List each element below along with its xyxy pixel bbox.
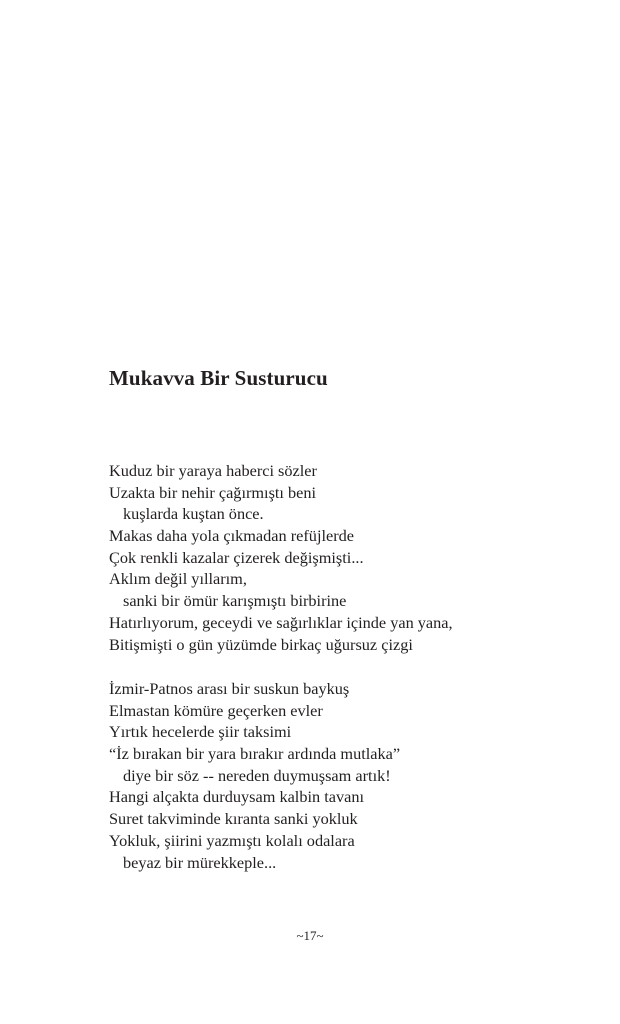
- poem-line: Çok renkli kazalar çizerek değişmişti...: [109, 547, 364, 567]
- poem-line: Aklım değil yıllarım,: [109, 569, 247, 589]
- stanza-1: [109, 460, 453, 655]
- poem-line: “İz bırakan bir yara bırakır ardında mutlaka”: [109, 744, 401, 764]
- page-number: ~17~: [296, 928, 324, 943]
- stanza-2: [109, 678, 400, 873]
- poem-line: Bitişmişti o gün yüzümde birkaç uğursuz çizgi: [109, 634, 413, 654]
- poem-line: Makas daha yola çıkmadan refüjlerde: [109, 526, 355, 546]
- poem-line: Yırtık hecelerde şiir taksimi: [109, 722, 292, 742]
- poem-line-indented: diye bir söz -- nereden duymuşsam artık!: [123, 765, 391, 785]
- poem-title: Mukavva Bir Susturucu: [109, 366, 328, 390]
- poem-line: Kuduz bir yaraya haberci sözler: [109, 461, 317, 480]
- poem-line: Suret takviminde kıranta sanki yokluk: [109, 809, 358, 829]
- poem-line-indented: sanki bir ömür karışmıştı birbirine: [123, 591, 347, 611]
- poem-line-indented: beyaz bir mürekkeple...: [123, 852, 277, 872]
- poem-line: Elmastan kömüre geçerken evler: [109, 700, 323, 720]
- poem-line: Uzakta bir nehir çağırmıştı beni: [109, 482, 317, 502]
- poem-line: Hatırlıyorum, geceydi ve sağırlıklar içinde yan yana,: [109, 612, 453, 632]
- poem-line: Hangi alçakta durduysam kalbin tavanı: [109, 787, 364, 807]
- poem-line: Yokluk, şiirini yazmıştı kolalı odalara: [109, 830, 355, 850]
- poem-line-indented: kuşlarda kuştan önce.: [123, 504, 264, 524]
- poem-line: İzmir-Patnos arası bir suskun baykuş: [109, 679, 350, 698]
